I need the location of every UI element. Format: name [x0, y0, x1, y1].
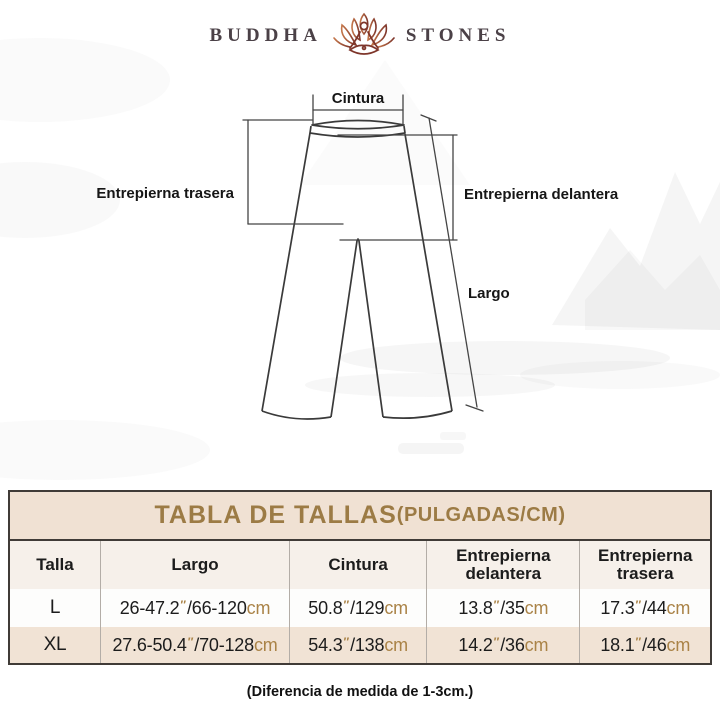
largo-dimension [421, 115, 483, 411]
size-table-title-units: (PULGADAS/CM) [396, 504, 566, 526]
size-xl-talla: XL [10, 627, 101, 663]
pants-outline [262, 121, 452, 420]
size-l-largo: 26-47.2″/66-120cm [101, 589, 290, 627]
inch-mark: ″ [493, 597, 500, 612]
brand-name-right: STONES [405, 25, 511, 46]
size-l-entrepierna-delantera: 13.8″/35cm [427, 589, 580, 627]
label-entrepierna-trasera: Entrepierna trasera [96, 185, 234, 202]
inch-mark: ″ [180, 597, 186, 612]
size-xl-largo: 27.6-50.4″/70-128cm [101, 627, 290, 663]
dimension-lines [243, 95, 483, 411]
inch-mark: ″ [343, 597, 350, 612]
column-header-entrepierna-delantera: Entrepierna delantera [427, 541, 580, 589]
cm-unit: cm [524, 634, 549, 655]
brand-name-left: BUDDHA [209, 25, 322, 46]
cm-unit: cm [384, 634, 408, 655]
cm-unit: cm [666, 597, 691, 618]
cm-unit: cm [246, 597, 271, 618]
label-entrepierna-delantera: Entrepierna delantera [464, 186, 619, 203]
size-xl-cintura: 54.3″/138cm [290, 627, 427, 663]
size-xl-entrepierna-delantera: 14.2″/36cm [427, 627, 580, 663]
inch-mark: ″ [635, 634, 642, 649]
size-l-cintura: 50.8″/129cm [290, 589, 427, 627]
column-header-entrepierna-trasera: Entrepierna trasera [580, 541, 710, 589]
size-xl-entrepierna-trasera: 18.1″/46cm [580, 627, 710, 663]
column-header-cintura: Cintura [290, 541, 427, 589]
inch-mark: ″ [493, 634, 500, 649]
entrepierna-delantera-dimension [338, 135, 457, 240]
column-header-largo: Largo [101, 541, 290, 589]
cm-unit: cm [253, 634, 278, 655]
inch-mark: ″ [187, 634, 194, 649]
label-cintura: Cintura [331, 90, 385, 107]
size-l-entrepierna-trasera: 17.3″/44cm [580, 589, 710, 627]
inch-mark: ″ [635, 597, 642, 612]
size-l-talla: L [10, 589, 101, 627]
inch-mark: ″ [343, 634, 350, 649]
cm-unit: cm [524, 597, 549, 618]
cm-unit: cm [666, 634, 691, 655]
measure-tolerance-note: (Diferencia de medida de 1-3cm.) [246, 684, 474, 700]
label-largo: Largo [468, 285, 510, 302]
size-table-title [10, 492, 710, 541]
size-table-grid [10, 541, 710, 663]
column-header-talla: Talla [10, 541, 101, 589]
cm-unit: cm [384, 597, 408, 618]
size-table-title-text: TABLA DE TALLAS [154, 501, 397, 529]
size-table [8, 490, 712, 665]
